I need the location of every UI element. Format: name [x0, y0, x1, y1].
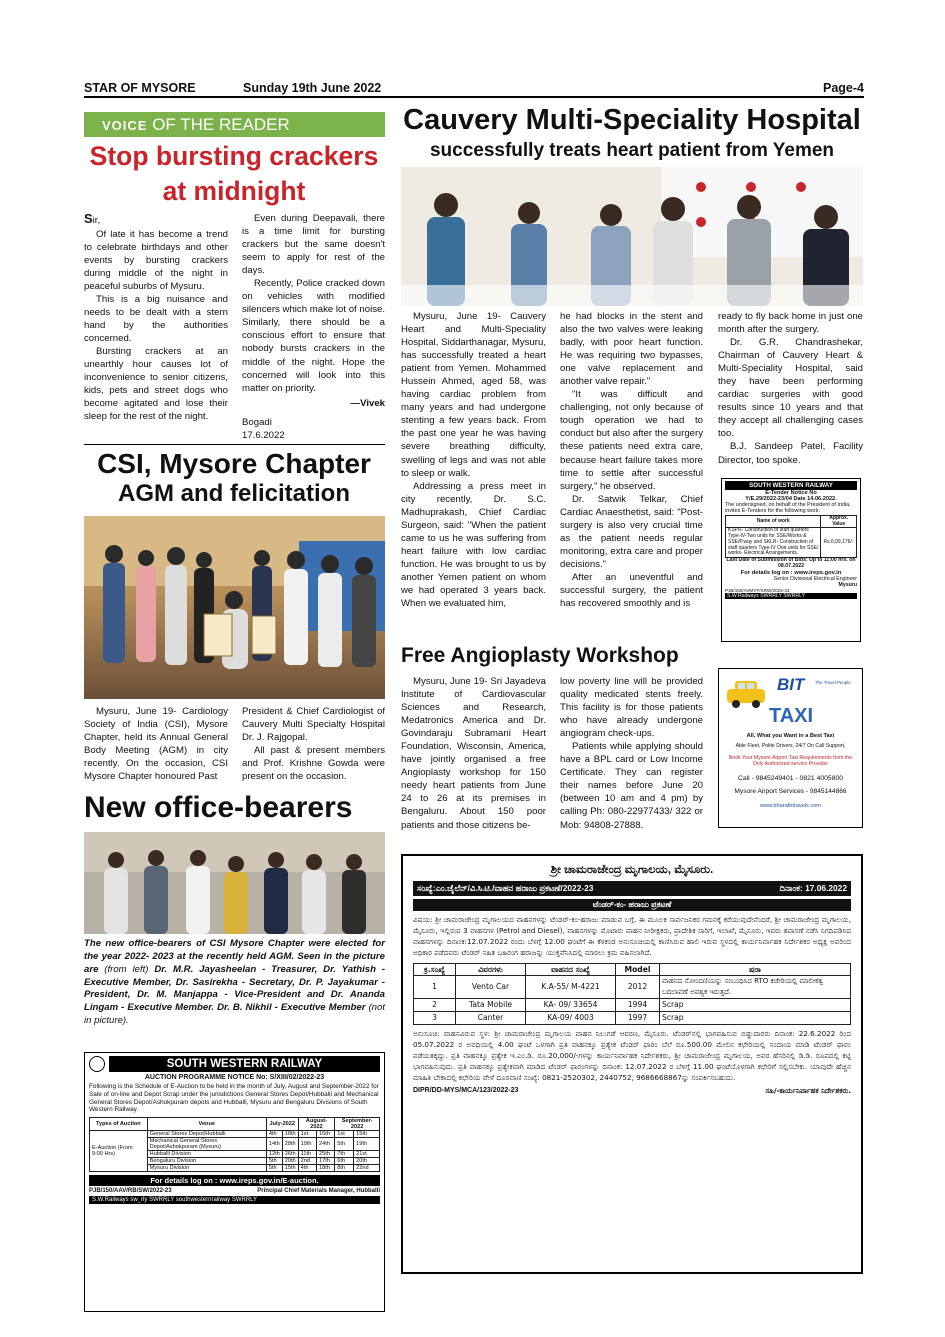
cell: 24th — [316, 1138, 334, 1151]
taxi-ad — [718, 668, 863, 828]
cauvery-para: Dr. G.R. Chandrashekar, Chairman of Cauvery Heart & Multi-Speciality Hospital, said they have been performing cardiac surgeries with good results since 10 years and that they accept all challenging cases too. — [718, 337, 863, 440]
office-bearers-photo — [84, 832, 385, 934]
cell: 17th — [316, 1158, 334, 1165]
angio-col1 — [401, 675, 546, 832]
cauvery-col1 — [401, 310, 546, 610]
csi-headline — [78, 448, 390, 508]
col-header: Venue — [147, 1118, 266, 1131]
cell: 11th — [298, 1151, 316, 1158]
table-row — [414, 976, 851, 999]
col-header: Types of Auction — [90, 1118, 148, 1131]
cauvery-headline: Cauvery Multi-Speciality Hospital — [403, 104, 861, 136]
cell: Mechanical General Stores Depot/Ashokpuram (Mysuru) — [147, 1138, 266, 1151]
swr-auction-ref: PJB/150/AAV/RB/SW/2022-23 — [89, 1188, 172, 1195]
swr-auction-body: Following is the Schedule of E-Auction to be held in the month of July, August and September-2022 for Sale of on-line and Depot Scrap under the jurisdictions General Stores Depot/Hubballi and Mechanical General Stores Depot/Ashokpuram depots and Hubballi, Mysuru and Bengaluru Divisions of South Western Railway. — [89, 1083, 379, 1114]
taxi-phone[interactable]: Call - 9845249401 - 0821 4005800 — [737, 775, 844, 782]
csi-headline-line1: CSI, Mysore Chapter — [97, 448, 371, 479]
taxi-line: Book Your Mysore Airport Taxi Requirements from the Only Authorized service Provider — [728, 755, 853, 768]
col-header: ಕ್ರ.ಸಂಖ್ಯೆ — [414, 963, 456, 976]
col-header: ವಾಹನದ ಸಂಖ್ಯೆ — [526, 963, 616, 976]
voice-para: Even during Deepavali, there is a time limit for bursting crackers but the same doesn't seem to apply for rest of the days. — [242, 213, 385, 277]
swr-auction-signatory: Principal Chief Materials Manager, Hubballi — [257, 1188, 380, 1195]
taxi-line: All, What you Want in a Best Taxi — [746, 733, 835, 739]
cell: Vento Car — [456, 976, 526, 999]
csi-col2 — [242, 705, 385, 783]
swr-auction-notice — [84, 1052, 385, 1312]
swr-auction-title: SOUTH WESTERN RAILWAY — [109, 1056, 380, 1072]
cell: 18th — [282, 1131, 298, 1138]
masthead: STAR OF MYSORE — [84, 81, 196, 95]
swr-tender-deadline: Last Date of Submission of Bids: Up to 11:00 hrs. on 08.07.2022 — [726, 557, 856, 570]
angio-para: Mysuru, June 19- Sri Jayadeva Institute of Cardiovascular Sciences and Research, Medatronics America and Dr. Govindaraju Subramani Heart Foundation, Wisconsin, America, have jointly organised a free Angioplasty workshop for 150 needy heart patients from June 24 to 26 at its premises in Bengaluru. About 150 poor patients and those citizens be- — [401, 676, 546, 831]
cauvery-para: ready to fly back home in just one month after the surgery. — [718, 311, 863, 336]
table-row — [726, 528, 857, 558]
swr-tender-table — [725, 515, 857, 558]
letter-place: Bogadi — [242, 416, 272, 428]
cauvery-para: Addressing a press meet in city recently, Dr. S.C. Madhuprakash, Chief Cardiac Surgeon, said: "When the patient came to us he was suffering from heart failure with low cardiac function. He was brought to us by another Yemen patient on whom we had operated 3 years back. When we evaluated him, — [401, 480, 546, 610]
letter-date: 17.6.2022 — [242, 429, 285, 441]
zoo-ref: ಸಂಖ್ಯೆ:ಎಂ.ಜೈಲೆನ್/ವಿ.ಸಿ.ಟಿ./ವಾಹನ ಹರಾಜು ಪ್ರಕಟಣೆ/2022-23 — [417, 883, 594, 893]
cell: 4th — [298, 1165, 316, 1172]
voice-para: This is a big nuisance and needs to be dealt with a stern hand by the authorities concerned. — [84, 293, 228, 345]
voice-headline-line2: at midnight — [162, 175, 306, 206]
table-row — [90, 1131, 380, 1138]
csi-headline-line2: AGM and felicitation — [117, 480, 350, 508]
cell: 1997 — [616, 1011, 660, 1024]
office-bearers-caption — [84, 938, 385, 1028]
col-header: July-2022 — [266, 1118, 298, 1131]
cell: E-Auction (From 9:00 Hrs) — [90, 1131, 148, 1172]
zoo-date: ದಿನಾಂಕ: 17.06.2022 — [779, 883, 847, 893]
zoo-tender-notice — [401, 854, 863, 1274]
swr-tender-ref2: PJB/150/AVMYP/SRW/2022-23 — [725, 588, 790, 594]
taxi-logo-tagline: The Travel People — [815, 680, 851, 685]
cell: 5th — [335, 1138, 354, 1151]
voice-kicker: VOICE — [102, 118, 148, 133]
railway-logo-icon — [89, 1056, 105, 1072]
voice-col1 — [84, 210, 228, 423]
swr-tender-label: E-Tender Notice No — [765, 490, 817, 496]
voice-para: Bursting crackers at an unearthly hour causes lot of inconvenience to senior citizens, kids, pets and street dogs who become agitated and lose their sleep for the rest of the night. — [84, 346, 228, 423]
cauvery-para: "It was difficult and challenging, not only because of tough operation we had to conduct but also after the surgery these patients need extra care, because heart failure takes more time to settle after successful surgery," he observed. — [560, 389, 703, 492]
office-bearers-graphic — [84, 832, 385, 934]
cell: 15th — [282, 1165, 298, 1172]
letter-signoff: —Vivek — [350, 397, 385, 409]
cell: 3 — [414, 1011, 456, 1024]
cauvery-para: he had blocks in the stent and also the two valves were leaking badly, with poor heart function. He was requiring two bypasses, one valve replacement and another valve repair." — [560, 311, 703, 388]
press-meet-graphic — [401, 167, 863, 306]
caption-part: The new office-bearers of CSI Mysore Chapter were elected for the year 2022- 2023 at the recently held AGM. Seen in the picture are — [84, 938, 385, 975]
zoo-footer-ref: DIPR/DD-MYS/MCA/123/2022-23 — [413, 1087, 519, 1095]
swr-tender-intro: The undersigned, on behalf of the President of India, invites E-Tenders for the following work: — [725, 502, 851, 515]
swr-auction-link[interactable]: For details log on : www.ireps.gov.in/E-auction. — [89, 1175, 380, 1186]
cell: 26th — [282, 1151, 298, 1158]
voice-label: OF THE READER — [152, 115, 290, 134]
csi-photo — [84, 516, 385, 699]
cell: KSPR- Construction of staff quarters Type-IV-Two units for SSE/Works & SSE/P.way and SKLR- Construction of staff quarters Type-IV One units for SSE/ works- Electrical Arrangements. — [726, 528, 821, 558]
page-number: Page-4 — [823, 81, 864, 95]
caption-part: (not in picture). — [84, 1002, 385, 1027]
swr-auction-table — [89, 1117, 380, 1172]
cell: 4th — [266, 1131, 282, 1138]
caption-part: (from left) — [104, 963, 149, 975]
angio-para: Patients while applying should have a BPL card or Low Income Certificate. They can register their names before June 20 (between 10 am and 4 pm) by calling Ph: 080-22977433/ 322 or Mob: 94808-27888. — [560, 741, 703, 831]
cauvery-para: Mysuru, June 19- Cauvery Heart and Multi-Speciality Hospital, Siddarthanagar, Mysuru, has successfully treated a heart patient from Yemen. Mohammed Hussein Ahmed, aged 58, was having cardiac problem from many years and had undergone stenting a few years back. From the past one year he was having severe breathing difficulty, swelling of legs and was not able to sleep or walk. — [401, 311, 546, 479]
zoo-subtitle: ಟೆಂಡರ್-ಕಂ- ಹರಾಜು ಪ್ರಕಟಣೆ — [413, 899, 851, 911]
cell: 28th — [282, 1138, 298, 1151]
cauvery-subhead: successfully treats heart patient from Yemen — [429, 140, 835, 161]
col-header: Model — [616, 963, 660, 976]
swr-tender-signatory: Senior Divisional Electrical Engineer — [773, 576, 857, 583]
cell: 2 — [414, 999, 456, 1012]
voice-banner — [84, 112, 385, 137]
angio-para: low poverty line will be provided quality medicated stents freely. This facility is for those patients who have already undergone angiogram check-ups. — [560, 676, 703, 740]
office-bearers-headline: New office-bearers — [84, 791, 353, 824]
col-header: Name of work — [726, 515, 821, 528]
zoo-schedule: ಅನುಸೂಚಿ: ವಾಹನವಿರುವ ಸ್ಥಳ: ಶ್ರೀ ಚಾಮರಾಜೇಂದ್ರ ಮೃಗಾಲಯ ವಾಹನ ನಿಲುಗಡೆ ಆವರಣ, ಮೈಸೂರು. ಟೆಂಡರ್‌ನಲ್ಲಿ ಭಾಗವಹಿಸುವ ಬಿಡ್ಡುದಾರರು ದಿನಾಂಕ: 22.6.2022 ರಿಂದ 05.07.2022 ರ ಅವಧಿಯಲ್ಲಿ 4.00 ಘಂಟೆ ಒಳಗಾಗಿ ಪ್ರತಿ ವಾಹನಕ್ಕೂ ಪ್ರತ್ಯೇಕ ಟೆಂಡರ್ ಫಾರಂ ಬೆಲೆ ರೂ.500.00 ಮೇಲಿನ ಕಛೇರಿಯಲ್ಲಿ ಸಂದಾಯ ಮಾಡಿ ಟೆಂಡರ್ ಫಾರಂ ಪಡೆಯತಕ್ಕದ್ದು. ಪ್ರತಿ ವಾಹನಕ್ಕೂ ಪ್ರತ್ಯೇಕ ಇ.ಎಂ.ಡಿ. ರೂ.20,000/-ಗಳನ್ನು ಕಾರ್ಯನಿರ್ವಾಹಕ ನಿರ್ದೇಶಕರು, ಶ್ರೀ ಚಾಮರಾಜೇಂದ್ರ ಮೃಗಾಲಯ, ಅವರ ಹೆಸರಿನಲ್ಲಿ ಡಿ.ಡಿ. ರೂಪದಲ್ಲಿ ಕಟ್ಟಿ ಭಾಗವಹಿಸುವುದು. ಪ್ರತಿ ವಾಹನಕ್ಕೂ ಪ್ರತ್ಯೇಕವಾಗಿ ಮಾಡಿದ ಟೆಂಡರ್ ಫಾರಂಗಳನ್ನು ದಿನಾಂಕ: 12.07.2022 ರ ಬೆಳಿಗ್ಗೆ 11.00 ಘಂಟೆಯೊಳಗಾಗಿ ಕಛೇರಿಗೆ ಸಲ್ಲಿಸಬೇಕು. ಯಾವುದೇ ಹೆಚ್ಚಿನ ಮಾಹಿತಿ ಬೇಕಾದಲ್ಲಿ ಕಛೇರಿಯ ವೇಳೆ ದೂರವಾಣಿ ಸಂಖ್ಯೆ: 0821-2520302, 2440752, 9686668867ನ್ನು ಸಂಪರ್ಕಿಸಬಹುದು. — [413, 1028, 851, 1083]
csi-para: All past & present members and Prof. Krishne Gowda were present on the occasion. — [242, 745, 385, 783]
cell: K.A-55/ M-4221 — [526, 976, 616, 999]
caption-part: Dr. M.R. Jayasheelan - Treasurer, Dr. Yathish - Executive Member, Dr. Sasirekha - Secretary, Dr. P. Jayakumar - President, Dr. M. Manjappa - Vice-President and Dr. Ananda Lingam - Executive Member. Dr. B. Nikhil - Executive Member — [84, 963, 385, 1014]
cell: KA- 09/ 33654 — [526, 999, 616, 1012]
cell: 6th — [335, 1158, 354, 1165]
taxi-website-link[interactable]: www.bharathtravels.com — [760, 803, 821, 809]
cell: 5th — [266, 1165, 282, 1172]
cell: 16th — [316, 1131, 334, 1138]
cell: 22nd — [354, 1165, 380, 1172]
zoo-title: ಶ್ರೀ ಚಾಮರಾಜೇಂದ್ರ ಮೃಗಾಲಯ, ಮೈಸೂರು. — [550, 864, 714, 876]
cell: 1st — [335, 1131, 354, 1138]
cauvery-para: Dr. Satwik Telkar, Chief Cardiac Anaesthetist, said: "Post-surgery is also very crucial time as the patient needs regular monitoring, extra care and proper decisions." — [560, 493, 703, 570]
cauvery-para: After an uneventful and successful surgery, the patient has recovered smoothly and is — [560, 571, 703, 610]
dropcap: S — [84, 211, 93, 226]
col-header: ಷರಾ — [660, 963, 851, 976]
cell: Canter — [456, 1011, 526, 1024]
issue-date: Sunday 19th June 2022 — [243, 81, 382, 95]
taxi-phone[interactable]: Mysore Airport Services - 9845144866 — [734, 788, 847, 795]
cell: 19th — [354, 1138, 380, 1151]
swr-tender-social: S.W.Railways SWRRLY SWRRLY — [725, 593, 857, 599]
csi-para: President & Chief Cardiologist of Cauvery Multi Specialty Hospital Dr. J. Rajgopal. — [242, 706, 385, 744]
cell: Hubballi Division — [147, 1151, 266, 1158]
angio-col2 — [560, 675, 703, 832]
cell: 20th — [354, 1158, 380, 1165]
page-header — [84, 80, 864, 98]
taxi-title: TAXI — [769, 705, 814, 727]
cauvery-para: B.J. Sandeep Patel, Facility Director, too spoke. — [718, 441, 863, 466]
cell: Scrap — [660, 999, 851, 1012]
cell: 12th — [266, 1151, 282, 1158]
voice-para: Recently, Police cracked down on vehicles with modified silencers which make lot of noise. Similarly, there should be a conscious effort to ensure that nobody bursts crackers in the middle of the night. Hope the concerned will look into this matter on priority. — [242, 278, 385, 394]
cell: 21st — [354, 1151, 380, 1158]
cell: 10th — [298, 1138, 316, 1151]
csi-col1 — [84, 705, 228, 783]
cell: Scrap — [660, 1011, 851, 1024]
cell: Bengaluru Division — [147, 1158, 266, 1165]
swr-tender-link[interactable]: For details log on : www.ireps.gov.in — [740, 570, 842, 577]
cell: 2nd — [298, 1158, 316, 1165]
col-header: Approx. Value — [821, 515, 857, 528]
cell: 1st — [298, 1131, 316, 1138]
voice-headline — [78, 142, 390, 206]
voice-para: Of late it has become a trend to celebrate birthdays and other events by bursting crackers during middle of the night in peaceful suburbs of Mysuru. — [84, 228, 228, 292]
cell: 1 — [414, 976, 456, 999]
cauvery-col2 — [560, 310, 703, 610]
voice-headline-line1: Stop bursting crackers — [89, 141, 379, 171]
cell: 8th — [335, 1165, 354, 1172]
swr-tender-city: Mysuru — [838, 582, 857, 589]
taxi-line: Able Fleet, Polite Drivers, 24/7 On Call Support, — [735, 743, 846, 749]
voice-col2 — [242, 212, 385, 442]
cell: 14th — [266, 1138, 282, 1151]
cauvery-col3 — [718, 310, 863, 467]
cell: Tata Mobile — [456, 999, 526, 1012]
cell: General Stores Depot/Hubballi — [147, 1131, 266, 1138]
swr-tender-notice — [721, 478, 861, 642]
cell: 5th — [266, 1158, 282, 1165]
cell: 25th — [316, 1151, 334, 1158]
cell: 20th — [282, 1158, 298, 1165]
swr-auction-no: AUCTION PROGRAMME NOTICE No: S/XIII/02/2022-23 — [144, 1074, 325, 1081]
cauvery-photo — [401, 167, 863, 306]
col-header: September-2022 — [335, 1118, 380, 1131]
taxi-car-icon — [723, 675, 769, 715]
cell: 2012 — [616, 976, 660, 999]
col-header: ವಿವರಗಳು — [456, 963, 526, 976]
group-photo-graphic — [84, 516, 385, 699]
swr-social-bar: S.W.Railways sw_rly SWRRLY southwesternrailway SWRRLY — [89, 1196, 380, 1204]
cell: 7th — [335, 1151, 354, 1158]
cell: KA-09/ 4003 — [526, 1011, 616, 1024]
zoo-table — [413, 963, 851, 1025]
table-row — [414, 999, 851, 1012]
zoo-body: ವಿಷಯ: ಶ್ರೀ ಚಾಮರಾಜೇಂದ್ರ ಮೃಗಾಲಯದ ವಾಹನಗಳನ್ನು ಟೆಂಡರ್-ಕಂ-ಹರಾಜು ಮಾಡುವ ಬಗ್ಗೆ. ಈ ಮೂಲಕ ಸಾರ್ವಜನಿಕರ ಗಮನಕ್ಕೆ ಕರೆಯುವುದೇನೆಂದರೆ, ಶ್ರೀ ಚಾಮರಾಜೇಂದ್ರ ಮೃಗಾಲಯ, ಮೈಸೂರು, ಇಲ್ಲಿರುವ 3 ವಾಹನಗಳ (Petrol and Diesel), ವಾಹನಗಳನ್ನು ಮೊಟಾರು ವಾಹನ ನೀರೀಕ್ಷಕರು, ಪ್ರಾದೇಶಿಕ ಸಾರಿಗೆ, ಇಲಾಖೆ, ಮೈಸೂರು, ಇವರು ತಪಾಸಣೆ ನಡೆಸಿ ನಿಗದಿಪಡಿಸಿದ ವಾಹನಗಳನ್ನು ದಿನಾಂಕ:12.07.2022 ರಂದು ಬೆಳಗ್ಗೆ 12.00 ಘಂಟೆಗೆ ಈ ಕೆಳಕಂಡ ಅನುಸೂಚಿಯಲ್ಲಿ ಕಾಣಿಸಿರುವ ಹಾಲಿ ಇರುವ ಸ್ಥಳದಲ್ಲಿ ಕಾರ್ಯನಿರ್ವಾಹಕ ನಿರ್ದೇಶಕರ ಅಧ್ಯಕ್ಷ ಅವರಿಂದ ಅಧಿಕಾರ ಪಡೆದವರು ಟೆಂಡರ್ ಸಹಿತ ಬಹಿರಂಗ ಹರಾಜನ್ನು ಯುಕ್ತವೆನಿಸಿದಲ್ಲಿ ಮಾರಲು ಕ್ರಮ ವಹಿಸಲಾಗಿದೆ. — [413, 915, 851, 958]
swr-tender-title: SOUTH WESTERN RAILWAY — [725, 481, 857, 490]
taxi-logo: BIT — [777, 675, 805, 694]
cell: ವಾಹನದ ನೋಂದಣಿಯನ್ನು ಸಂಬಂಧಿಸಿದ RTO ಕಚೇರಿಯಲ್ಲಿ ಮಾಲೀಕತ್ವ ಬದಲಾವಣೆ ಅವಶ್ಯಕ ಇರುತ್ತದೆ. — [660, 976, 851, 999]
cell: 15th — [354, 1131, 380, 1138]
col-header: August-2022 — [298, 1118, 335, 1131]
zoo-signatory: ಸಹಿ/-ಕಾರ್ಯನಿರ್ವಾಹಕ ನಿರ್ದೇಶಕರು. — [765, 1087, 851, 1096]
cell: 18th — [316, 1165, 334, 1172]
swr-tender-ref: Y/E.29/2022-23/04 Date 14.06.2022. — [745, 496, 837, 502]
cell: 1994 — [616, 999, 660, 1012]
cell: Mysuru Division — [147, 1165, 266, 1172]
salutation: ir, — [92, 215, 101, 226]
table-row — [414, 1011, 851, 1024]
csi-para: Mysuru, June 19- Cardiology Society of India (CSI), Mysore Chapter, held its Annual General Body Meeting (AGM) in city recently. On the occasion, CSI Mysore Chapter honoured Past — [84, 706, 228, 783]
angio-headline: Free Angioplasty Workshop — [401, 644, 679, 667]
cell: Rs.6,09,176/- — [821, 528, 857, 558]
divider — [84, 444, 385, 445]
